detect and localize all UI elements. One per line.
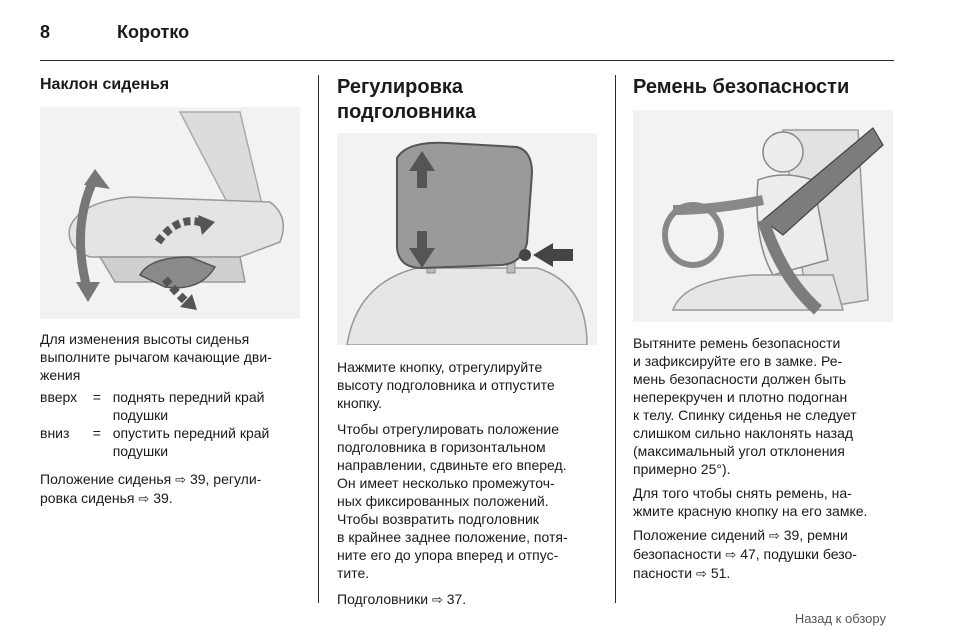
seat-tilt-text <box>40 330 302 508</box>
definition-value: поднять передний край <box>112 389 265 405</box>
text-line: направлении, сдвиньте его вперед. <box>337 457 567 473</box>
definition-down <box>40 424 302 460</box>
headrest-text <box>337 358 599 609</box>
column-divider <box>318 75 319 603</box>
cross-reference: Положение сидений ⇨ 39, ремни <box>633 526 903 545</box>
column-seatbelt <box>633 75 903 583</box>
heading-seat-tilt: Наклон сиденья <box>40 76 170 93</box>
definition-value: опустить передний край <box>112 425 270 441</box>
heading-seatbelt: Ремень безопасности <box>633 76 850 98</box>
page-ref-link[interactable]: ⇨ 37. <box>432 591 466 607</box>
page-ref-link[interactable]: ⇨ 39, ремни <box>769 527 848 543</box>
page-ref-link[interactable]: ⇨ 51. <box>696 565 730 581</box>
text-line: ных фиксированных положений. <box>337 493 549 509</box>
definition-up <box>40 388 302 424</box>
heading-headrest: Регулировка подголовника <box>337 76 476 123</box>
text-line: к телу. Спинку сиденья не следует <box>633 407 857 423</box>
seat-tilt-illustration <box>40 107 300 319</box>
text-line: Для изменения высоты сиденья <box>40 331 250 347</box>
text-line: Чтобы возвратить подголовник <box>337 511 539 527</box>
definition-eq: = <box>92 389 101 405</box>
text-line: подголовника в горизонтальном <box>337 439 546 455</box>
header-divider <box>40 60 894 61</box>
text-line: Нажмите кнопку, отрегулируйте <box>337 359 543 375</box>
text-line: выполните рычагом качающие дви- <box>40 349 272 365</box>
text-line: Для того чтобы снять ремень, на- <box>633 485 852 501</box>
cross-reference: Положение сиденья ⇨ 39, регули- <box>40 470 302 489</box>
page-ref-link[interactable]: ⇨ 47, подушки безо- <box>725 546 857 562</box>
definition-key: вверх <box>40 389 78 405</box>
definition-value: подушки <box>112 407 169 423</box>
text-line: неперекручен и плотно подогнан <box>633 389 848 405</box>
cross-reference: безопасности ⇨ 47, подушки безо- <box>633 545 903 564</box>
page-ref-link[interactable]: ⇨ 39, регули- <box>175 471 261 487</box>
seatbelt-illustration <box>633 110 893 322</box>
definition-eq: = <box>92 425 101 441</box>
cross-reference: Подголовники ⇨ 37. <box>337 590 599 609</box>
page-number: 8 <box>40 22 51 42</box>
column-divider <box>615 75 616 603</box>
text-line: тите. <box>337 565 370 581</box>
text-line: и зафиксируйте его в замке. Ре- <box>633 353 843 369</box>
text-line: ните его до упора вперед и отпус- <box>337 547 559 563</box>
text-line: Чтобы отрегулировать положение <box>337 421 560 437</box>
column-seat-tilt <box>40 75 302 508</box>
text-line: в крайнее заднее положение, потя- <box>337 529 568 545</box>
cross-reference: ровка сиденья ⇨ 39. <box>40 489 302 508</box>
text-line: (максимальный угол отклонения <box>633 443 845 459</box>
seatbelt-text <box>633 334 903 583</box>
text-line: примерно 25°). <box>633 461 731 477</box>
text-line: кнопку. <box>337 395 382 411</box>
back-to-overview-link[interactable]: Назад к обзору <box>794 611 886 626</box>
text-line: жения <box>40 367 81 383</box>
section-title: Коротко <box>117 22 190 42</box>
headrest-illustration <box>337 133 597 345</box>
page-header <box>40 20 894 60</box>
text-line: слишком сильно наклонять назад <box>633 425 854 441</box>
text-line: высоту подголовника и отпустите <box>337 377 555 393</box>
cross-reference: пасности ⇨ 51. <box>633 564 903 583</box>
text-line: Вытяните ремень безопасности <box>633 335 841 351</box>
definition-key: вниз <box>40 425 70 441</box>
definition-value: подушки <box>112 443 169 459</box>
page-ref-link[interactable]: ⇨ 39. <box>138 490 172 506</box>
text-line: Он имеет несколько промежуточ- <box>337 475 555 491</box>
text-line: мень безопасности должен быть <box>633 371 847 387</box>
text-line: жмите красную кнопку на его замке. <box>633 503 868 519</box>
column-headrest <box>337 75 599 609</box>
